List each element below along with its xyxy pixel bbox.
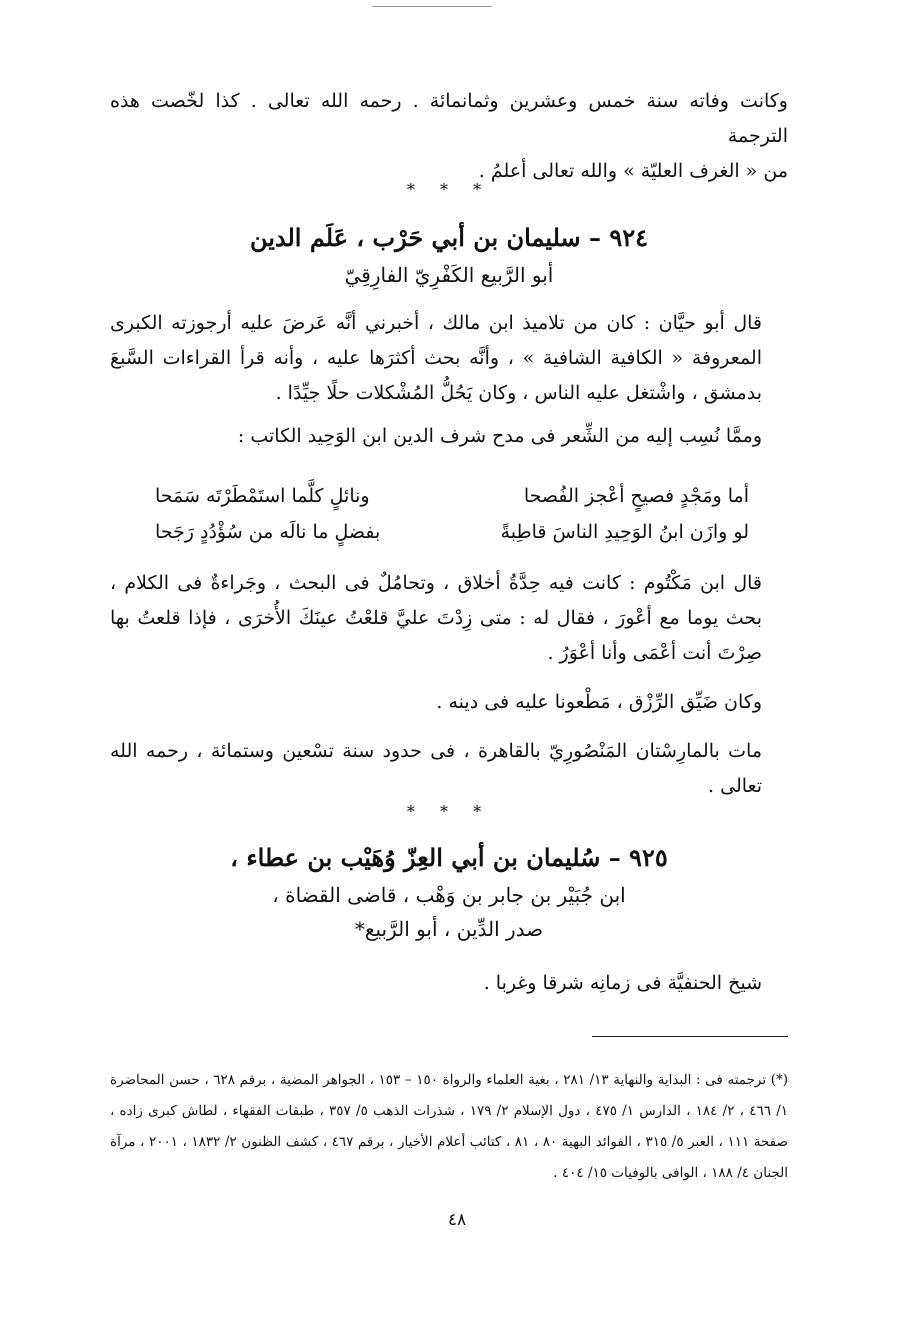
verse-2-first-hemistich: لو وازَن ابنُ الوَحِيدِ الناسَ قاطِبةً [500,521,749,543]
footnote: (*) ترجمته فى : البداية والنهاية ١٣/ ٢٨١ ، بغية العلماء والرواة ١٥٠ – ١٥٣ ، الجواهر المضية ، برقم ٦٢٨ ، حسن المحاضرة ١/ ٤٦٦ ، ٢/ ١٨٤ ، الدارس ١/ ٤٧٥ ، دول الإسلام ٢/ ١٧٩ ، شذرات الذهب ٥/ ٣٥٧ ، طبقات الفقهاء ، لطاش كبرى زاده ، صفحة ١١١ ، العبر ٥/ ٣١٥ ، الفوائد البهية ٨٠ ، ٨١ ، كتائب أعلام الأخيار ، برقم ٤٦٧ ، كشف الظنون ٢/ ١٨٣٢ ، ٢٠٠١ ، مرآة الجنان ٤/ ١٨٨ ، الوافى بالوفيات ١٥/ ٤٠٤ . [110,1072,789,1181]
entry-924-para-5: مات بالمارِسْتان المَنْصُورِيّ بالقاهرة ، فى حدود سنة تسْعين وستمائة ، رحمه الله تعالى . [110,740,762,797]
verse-line-2 [155,514,749,550]
separator-1: * * * [406,180,492,199]
page-number: ٤٨ [447,1210,467,1230]
entry-924-para-1: قال أبو حيَّان : كان من تلاميذ ابن مالك ، أخبرني أنَّه عَرضَ عليه أرجوزته الكبرى المعروفة « الكافية الشافية » ، وأنَّه بحث أكثرَها عليه ، وأنه قرأ القراءات السَّبعَ بدمشق ، واشْتغل عليه الناس ، وكان يَحُلُّ المُشْكلات حلًا جيِّدًا . [110,312,762,404]
verse-2-second-hemistich: بفضلٍ ما نالَه من سُؤْدُدٍ رَجَحا [155,521,381,543]
entry-924-heading [110,218,788,292]
entry-924-subtitle: أبو الرَّبيع الكَفْرِيّ الفارِقِيّ [344,263,554,287]
entry-924-title: ٩٢٤ – سليمان بن أبي حَرْب ، عَلَم الدين [249,223,649,252]
separator-2: * * * [406,802,492,821]
verse-line-1 [155,478,749,514]
poem [155,478,749,550]
entry-925-line-3: صدر الدِّين ، أبو الرَّبيع* [354,917,544,941]
footnote-rule [592,1036,788,1037]
intro-line-1: وكانت وفاته سنة خمس وعشرين وثمانمائة . رحمه الله تعالى . كذا لخّصت هذه الترجمة [110,90,788,147]
intro-paragraph [110,84,788,189]
entry-924-para-2: وممَّا نُسِب إليه من الشِّعر فى مدح شرف الدين ابن الوَحِيد الكاتب : [237,425,762,447]
entry-925-body [110,966,788,1001]
entry-924-body [110,306,788,454]
verse-1-first-hemistich: أما ومَجْدٍ فصيحٍ أعْجز الفُصحا [523,485,749,507]
intro-line-2: من « الغرف العليّة » والله تعالى أعلمُ . [478,160,788,182]
entry-925-heading [110,838,788,946]
entry-924-para-4: وكان ضَيِّق الرِّزْق ، مَطْعونا عليه فى دينه . [436,691,762,713]
top-rule [372,6,492,7]
entry-924-para-3: قال ابن مَكْتُوم : كانت فيه حِدَّةُ أخلاق ، وتحامُلٌ فى البحث ، وجَراءةٌ فى الكلام ، بحث يوما مع أعْورَ ، فقال له : متى زِدْتَ عليَّ قلعْتُ عينَكَ الأُخرَى ، فإذا قلعتُ بها صِرْتَ أنت أعْمَى وأنا أعْوَرُ . [110,572,762,664]
entry-924-body-continued [110,566,788,804]
entry-925-para-1: شيخ الحنفيَّة فى زمانِه شرقا وغربا . [483,972,762,994]
verse-1-second-hemistich: ونائلٍ كلَّما استَمْطَرْتَه سَمَحا [155,485,370,507]
entry-925-title: ٩٢٥ – سُليمان بن أبي العِزّ وُهَيْب بن عطاء ، [230,843,668,872]
entry-925-line-2: ابن جُبَيْر بن جابر بن وَهْب ، قاضى القضاة ، [272,883,626,907]
